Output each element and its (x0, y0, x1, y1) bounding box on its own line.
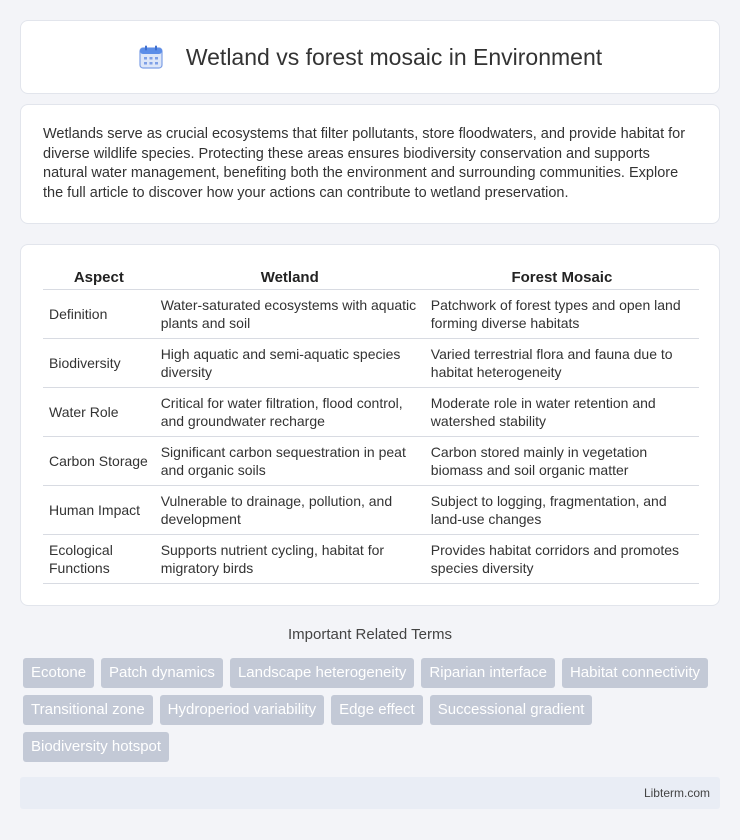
term-tag[interactable]: Transitional zone (23, 695, 153, 725)
row-wetland: Supports nutrient cycling, habitat for migratory birds (155, 535, 425, 584)
comparison-table-card (20, 244, 720, 606)
row-aspect: Biodiversity (43, 339, 155, 388)
calendar-icon (138, 44, 164, 70)
row-wetland: Significant carbon sequestration in peat and organic soils (155, 437, 425, 486)
intro-text: Wetlands serve as crucial ecosystems that filter pollutants, store floodwaters, and provide habitat for diverse wildlife species. Protecting these areas ensures biodiversity conservation and supports natural water management, benefiting both the environment and surrounding communities. Explore the full article to discover how your actions can contribute to wetland preservation. (43, 126, 686, 201)
footer (20, 777, 720, 809)
row-forest-mosaic: Varied terrestrial flora and fauna due to habitat heterogeneity (425, 339, 699, 388)
row-forest-mosaic: Patchwork of forest types and open land forming diverse habitats (425, 290, 699, 339)
footer-site-link[interactable]: Libterm.com (643, 786, 710, 800)
table-header-row (43, 265, 699, 290)
comparison-table (43, 265, 699, 584)
row-forest-mosaic: Carbon stored mainly in vegetation biomass and soil organic matter (425, 437, 699, 486)
row-wetland: Vulnerable to drainage, pollution, and development (155, 486, 425, 535)
term-tag[interactable]: Riparian interface (421, 658, 555, 688)
row-forest-mosaic: Moderate role in water retention and watershed stability (425, 388, 699, 437)
term-tag[interactable]: Habitat connectivity (562, 658, 708, 688)
row-aspect: Human Impact (43, 486, 155, 535)
term-tag[interactable]: Edge effect (331, 695, 423, 725)
term-tag[interactable]: Ecotone (23, 658, 94, 688)
row-forest-mosaic: Subject to logging, fragmentation, and land-use changes (425, 486, 699, 535)
header-wetland: Wetland (155, 265, 425, 290)
table-row (43, 486, 699, 535)
table-row (43, 437, 699, 486)
related-terms-title: Important Related Terms (288, 626, 452, 643)
row-aspect: Carbon Storage (43, 437, 155, 486)
table-row (43, 535, 699, 584)
row-aspect: Water Role (43, 388, 155, 437)
row-forest-mosaic: Provides habitat corridors and promotes species diversity (425, 535, 699, 584)
table-row (43, 388, 699, 437)
page-title: Wetland vs forest mosaic in Environment (185, 43, 603, 70)
row-wetland: High aquatic and semi-aquatic species diversity (155, 339, 425, 388)
header-card (20, 20, 720, 94)
table-row (43, 290, 699, 339)
related-terms-list (23, 658, 723, 762)
row-wetland: Water-saturated ecosystems with aquatic plants and soil (155, 290, 425, 339)
row-aspect: Ecological Functions (43, 535, 155, 584)
header-aspect: Aspect (43, 265, 155, 290)
table-row (43, 339, 699, 388)
term-tag[interactable]: Patch dynamics (101, 658, 223, 688)
term-tag[interactable]: Biodiversity hotspot (23, 732, 169, 762)
intro-card (20, 104, 720, 224)
term-tag[interactable]: Landscape heterogeneity (230, 658, 414, 688)
row-aspect: Definition (43, 290, 155, 339)
header-forest-mosaic: Forest Mosaic (425, 265, 699, 290)
term-tag[interactable]: Successional gradient (430, 695, 593, 725)
term-tag[interactable]: Hydroperiod variability (160, 695, 324, 725)
row-wetland: Critical for water filtration, flood control, and groundwater recharge (155, 388, 425, 437)
